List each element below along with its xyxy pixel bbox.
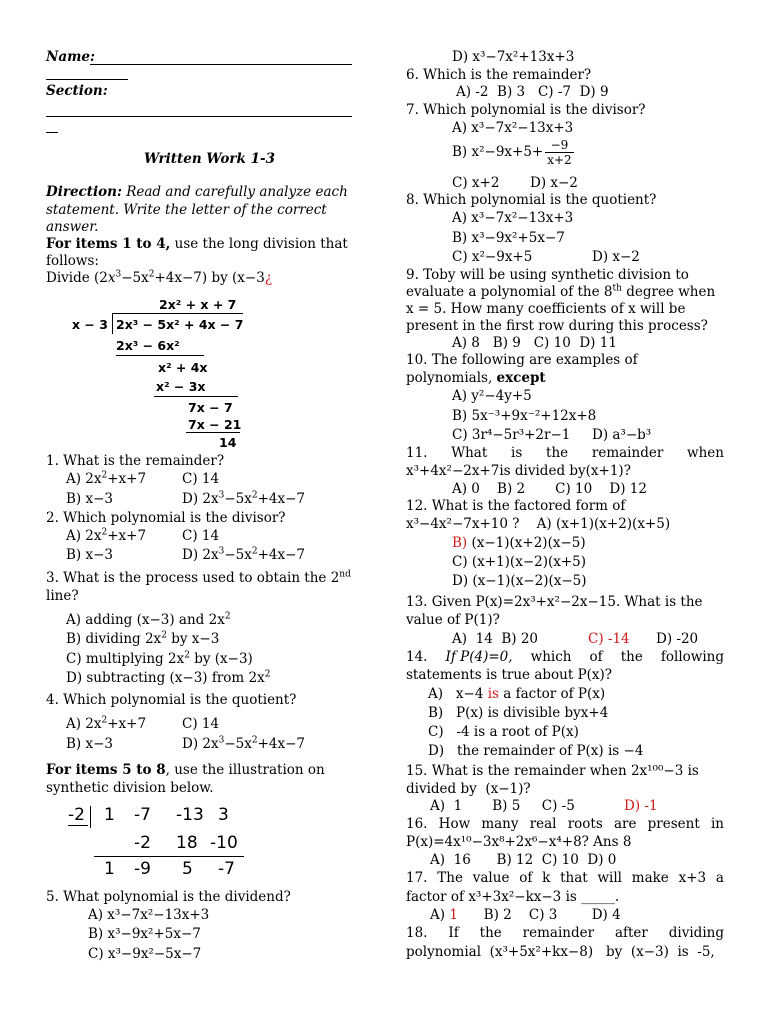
q4-stem: 4. Which polynomial is the quotient? bbox=[46, 692, 297, 708]
syn-divisor: -2 bbox=[68, 806, 88, 826]
q14-option-c[interactable]: C) -4 is a root of P(x) bbox=[428, 724, 579, 740]
q9-line-4: present in the first row during this process? bbox=[406, 318, 708, 334]
q12-line-2: x³−4x²−7x+10 ? A) (x+1)(x+2)(x+5) bbox=[406, 516, 671, 532]
direction-text-3: answer. bbox=[46, 219, 99, 235]
q13-line-1: 13. Given P(x)=2x³+x²−2x−15. What is the bbox=[406, 594, 703, 610]
q13-line-2: value of P(1)? bbox=[406, 612, 500, 628]
ld-step3: x² − 3x bbox=[156, 379, 206, 394]
q10-option-d[interactable]: D) a³−b³ bbox=[592, 427, 652, 443]
syn-r1-c3: -13 bbox=[176, 805, 204, 825]
q7-fraction: $\frac{-9}{x+2}$ bbox=[547, 138, 572, 167]
group2-text-2: synthetic division below. bbox=[46, 780, 214, 796]
q11-line-2: x³+4x²−2x+7is divided by(x+1)? bbox=[406, 463, 631, 479]
q12-b-letter: B) bbox=[452, 535, 468, 551]
q17-options[interactable]: A) 1 B) 2 C) 3 D) 4 bbox=[430, 907, 621, 923]
q1-stem: 1. What is the remainder? bbox=[46, 453, 225, 469]
q7-option-d[interactable]: D) x−2 bbox=[530, 175, 578, 191]
q9-line-2: evaluate a polynomial of the 8th degree when bbox=[406, 283, 716, 300]
q5-stem: 5. What polynomial is the dividend? bbox=[46, 889, 291, 905]
direction-text-2: statement. Write the letter of the correct bbox=[46, 202, 327, 218]
q13-options-ab[interactable]: A) 14 B) 20 bbox=[452, 631, 539, 647]
group1-intro bbox=[46, 235, 348, 254]
q17-answer: 1 bbox=[449, 907, 458, 923]
ld-rule-1 bbox=[116, 355, 204, 356]
q6-stem: 6. Which is the remainder? bbox=[406, 67, 592, 83]
syn-r2-c2: -2 bbox=[134, 833, 151, 853]
syn-r1-c2: -7 bbox=[134, 805, 151, 825]
direction-text-1: Read and carefully analyze each bbox=[121, 184, 348, 200]
syn-r2-c3: 18 bbox=[176, 833, 198, 853]
ld-divisor: x − 3 bbox=[72, 317, 108, 332]
q3-option-d[interactable]: D) subtracting (x−3) from $2x^2$ bbox=[66, 669, 271, 686]
section-line-continued bbox=[46, 132, 58, 133]
q13-option-c[interactable]: C) -14 bbox=[588, 631, 630, 647]
q1-option-b[interactable]: B) x−3 bbox=[66, 491, 113, 507]
divide-glyph: ¿ bbox=[264, 270, 273, 286]
group2-label: For items 5 to 8 bbox=[46, 762, 166, 778]
q10-option-c[interactable]: C) 3r⁴−5r³+2r−1 bbox=[452, 427, 571, 443]
page-title: Written Work 1-3 bbox=[144, 151, 275, 167]
q2-option-d[interactable]: D) $2x^3-5x^2+4x-7$ bbox=[182, 546, 305, 563]
group1-text-2: follows: bbox=[46, 253, 99, 269]
q9-line-3: x = 5. How many coefficients of x will be bbox=[406, 301, 686, 317]
name-line-continued bbox=[46, 79, 128, 80]
section-label: Section: bbox=[46, 83, 108, 99]
ld-step2: x² + 4x bbox=[158, 360, 208, 375]
q13-option-d[interactable]: D) -20 bbox=[656, 631, 699, 647]
direction-line-1 bbox=[46, 183, 348, 202]
q1-option-c[interactable]: C) 14 bbox=[182, 471, 220, 487]
ld-step1: 2x³ − 6x² bbox=[116, 338, 180, 353]
syn-r2-c4: -10 bbox=[210, 833, 238, 853]
q2-option-b[interactable]: B) x−3 bbox=[66, 547, 113, 563]
q14-line-1: 14. If P(4)=0, which of the following bbox=[406, 649, 724, 665]
q10-option-b[interactable]: B) 5x⁻³+9x⁻²+12x+8 bbox=[452, 408, 597, 424]
ld-rule-2 bbox=[154, 396, 238, 397]
q7-stem: 7. Which polynomial is the divisor? bbox=[406, 102, 646, 118]
q16-line-2: P(x)=4x¹⁰−3x⁸+2x⁶−x⁴+8? Ans 8 bbox=[406, 834, 632, 850]
q15-line-1: 15. What is the remainder when 2x¹⁰⁰−3 is bbox=[406, 763, 699, 779]
q5-option-d[interactable]: D) x³−7x²+13x+3 bbox=[452, 49, 575, 65]
ld-remainder: 14 bbox=[219, 435, 237, 450]
q4-option-d[interactable]: D) $2x^3-5x^2+4x-7$ bbox=[182, 735, 305, 752]
group1-text-1: use the long division that bbox=[170, 236, 348, 252]
q4-option-c[interactable]: C) 14 bbox=[182, 716, 220, 732]
q3-option-c[interactable]: C) multiplying $2x^2$ by (x−3) bbox=[66, 650, 253, 667]
q4-option-b[interactable]: B) x−3 bbox=[66, 736, 113, 752]
syn-r3-c4: -7 bbox=[218, 859, 235, 879]
q12-option-d[interactable]: D) (x−1)(x−2)(x−5) bbox=[452, 573, 587, 589]
q14-option-a[interactable]: A) x−4 is a factor of P(x) bbox=[428, 686, 606, 702]
q8-stem: 8. Which polynomial is the quotient? bbox=[406, 192, 657, 208]
q9-line-1: 9. Toby will be using synthetic division to bbox=[406, 267, 689, 283]
q6-options[interactable]: A) -2 B) 3 C) -7 D) 9 bbox=[456, 84, 609, 100]
section-line[interactable] bbox=[46, 116, 352, 117]
q5-option-a[interactable]: A) x³−7x²−13x+3 bbox=[88, 907, 210, 923]
group2-intro: For items 5 to 8, use the illustration on bbox=[46, 762, 325, 778]
divide-x: x bbox=[107, 270, 116, 286]
q17-line-1: 17. The value of k that will make x+3 a bbox=[406, 870, 724, 886]
direction-label: Direction: bbox=[46, 184, 122, 200]
syn-r1-c4: 3 bbox=[218, 805, 229, 825]
group1-label: For items 1 to 4, bbox=[46, 236, 171, 252]
q2-option-c[interactable]: C) 14 bbox=[182, 528, 220, 544]
q3-stem: 3. What is the process used to obtain the 2nd bbox=[46, 569, 351, 586]
syn-r1-c1: 1 bbox=[104, 805, 115, 825]
q12-option-b[interactable]: B) (x−1)(x+2)(x−5) bbox=[452, 535, 586, 551]
q10-line-1: 10. The following are examples of bbox=[406, 352, 638, 368]
q7-option-a[interactable]: A) x³−7x²−13x+3 bbox=[452, 120, 574, 136]
q8-option-d[interactable]: D) x−2 bbox=[592, 249, 640, 265]
q10-option-a[interactable]: A) y²−4y+5 bbox=[452, 388, 532, 404]
q3-option-b[interactable]: B) dividing $2x^2$ by x−3 bbox=[66, 630, 220, 647]
q3-stem-2: line? bbox=[46, 588, 79, 604]
q10-except: except bbox=[496, 370, 546, 386]
q1-option-d[interactable]: D) $2x^3-5x^2+4x-7$ bbox=[182, 490, 305, 507]
q14-option-d[interactable]: D) the remainder of P(x) is −4 bbox=[428, 743, 644, 759]
q8-option-c[interactable]: C) x²−9x+5 bbox=[452, 249, 533, 265]
name-label: Name: bbox=[46, 49, 95, 65]
syn-rule bbox=[94, 856, 244, 857]
q12-line-1: 12. What is the factored form of bbox=[406, 498, 626, 514]
syn-bar bbox=[90, 806, 91, 828]
q5-option-b[interactable]: B) x³−9x²+5x−7 bbox=[88, 926, 201, 942]
divide-prefix: Divide (2 bbox=[46, 270, 108, 286]
q2-option-a[interactable]: A) $2x^2+x+7$ bbox=[66, 527, 147, 544]
q16-options[interactable]: A) 16 B) 12 C) 10 D) 0 bbox=[430, 852, 617, 868]
q11-line-1: 11. What is the remainder when bbox=[406, 445, 724, 461]
q1-option-a[interactable]: A) $2x^2+x+7$ bbox=[66, 470, 147, 487]
q14-line-2: statements is true about P(x)? bbox=[406, 667, 613, 683]
q11-options[interactable]: A) 0 B) 2 C) 10 D) 12 bbox=[452, 481, 647, 497]
q3-option-a[interactable]: A) adding (x−3) and $2x^2$ bbox=[66, 611, 231, 628]
ld-dividend: 2x³ − 5x² + 4x − 7 bbox=[116, 317, 244, 332]
q18-line-1: 18. If the remainder after dividing bbox=[406, 925, 724, 941]
name-line[interactable] bbox=[90, 64, 352, 65]
divide-mid3: +4x−7) by (x−3 bbox=[154, 270, 265, 286]
q14-option-b[interactable]: B) P(x) is divisible byx+4 bbox=[428, 705, 609, 721]
syn-r3-c3: 5 bbox=[182, 859, 193, 879]
q4-option-a[interactable]: A) $2x^2+x+7$ bbox=[66, 715, 147, 732]
q7-option-c[interactable]: C) x+2 bbox=[452, 175, 500, 191]
q12-option-c[interactable]: C) (x+1)(x−2)(x+5) bbox=[452, 554, 587, 570]
ld-quotient: 2x² + x + 7 bbox=[159, 297, 237, 312]
q17-line-2: factor of x³+3x²−kx−3 is _____. bbox=[406, 889, 620, 905]
q15-option-d[interactable]: D) -1 bbox=[624, 798, 658, 814]
q5-option-c[interactable]: C) x³−9x²−5x−7 bbox=[88, 946, 202, 962]
q18-line-2: polynomial (x³+5x²+kx−8) by (x−3) is -5, bbox=[406, 944, 715, 960]
q8-option-a[interactable]: A) x³−7x²−13x+3 bbox=[452, 210, 574, 226]
q2-stem: 2. Which polynomial is the divisor? bbox=[46, 510, 286, 526]
ld-step4: 7x − 7 bbox=[188, 400, 233, 415]
q8-option-b[interactable]: B) x³−9x²+5x−7 bbox=[452, 230, 565, 246]
divide-statement: Divide $(2x^3-5x^2+4x-7)$ by (x−3¿ bbox=[46, 269, 273, 286]
q15-line-2: divided by (x−1)? bbox=[406, 781, 531, 797]
q16-line-1: 16. How many real roots are present in bbox=[406, 816, 724, 832]
divide-mid2: −5x bbox=[121, 270, 149, 286]
q7-option-b[interactable]: B) x²−9x+5+ $\frac{-9}{x+2}$ bbox=[452, 138, 572, 167]
q15-options-abc[interactable]: A) 1 B) 5 C) -5 bbox=[430, 798, 575, 814]
syn-r3-c2: -9 bbox=[134, 859, 151, 879]
q9-options[interactable]: A) 8 B) 9 C) 10 D) 11 bbox=[452, 335, 617, 351]
q10-line-2: polynomials, except bbox=[406, 370, 546, 386]
ld-step5: 7x − 21 bbox=[188, 417, 242, 432]
ld-rule-3 bbox=[186, 432, 240, 433]
syn-r3-c1: 1 bbox=[104, 859, 115, 879]
